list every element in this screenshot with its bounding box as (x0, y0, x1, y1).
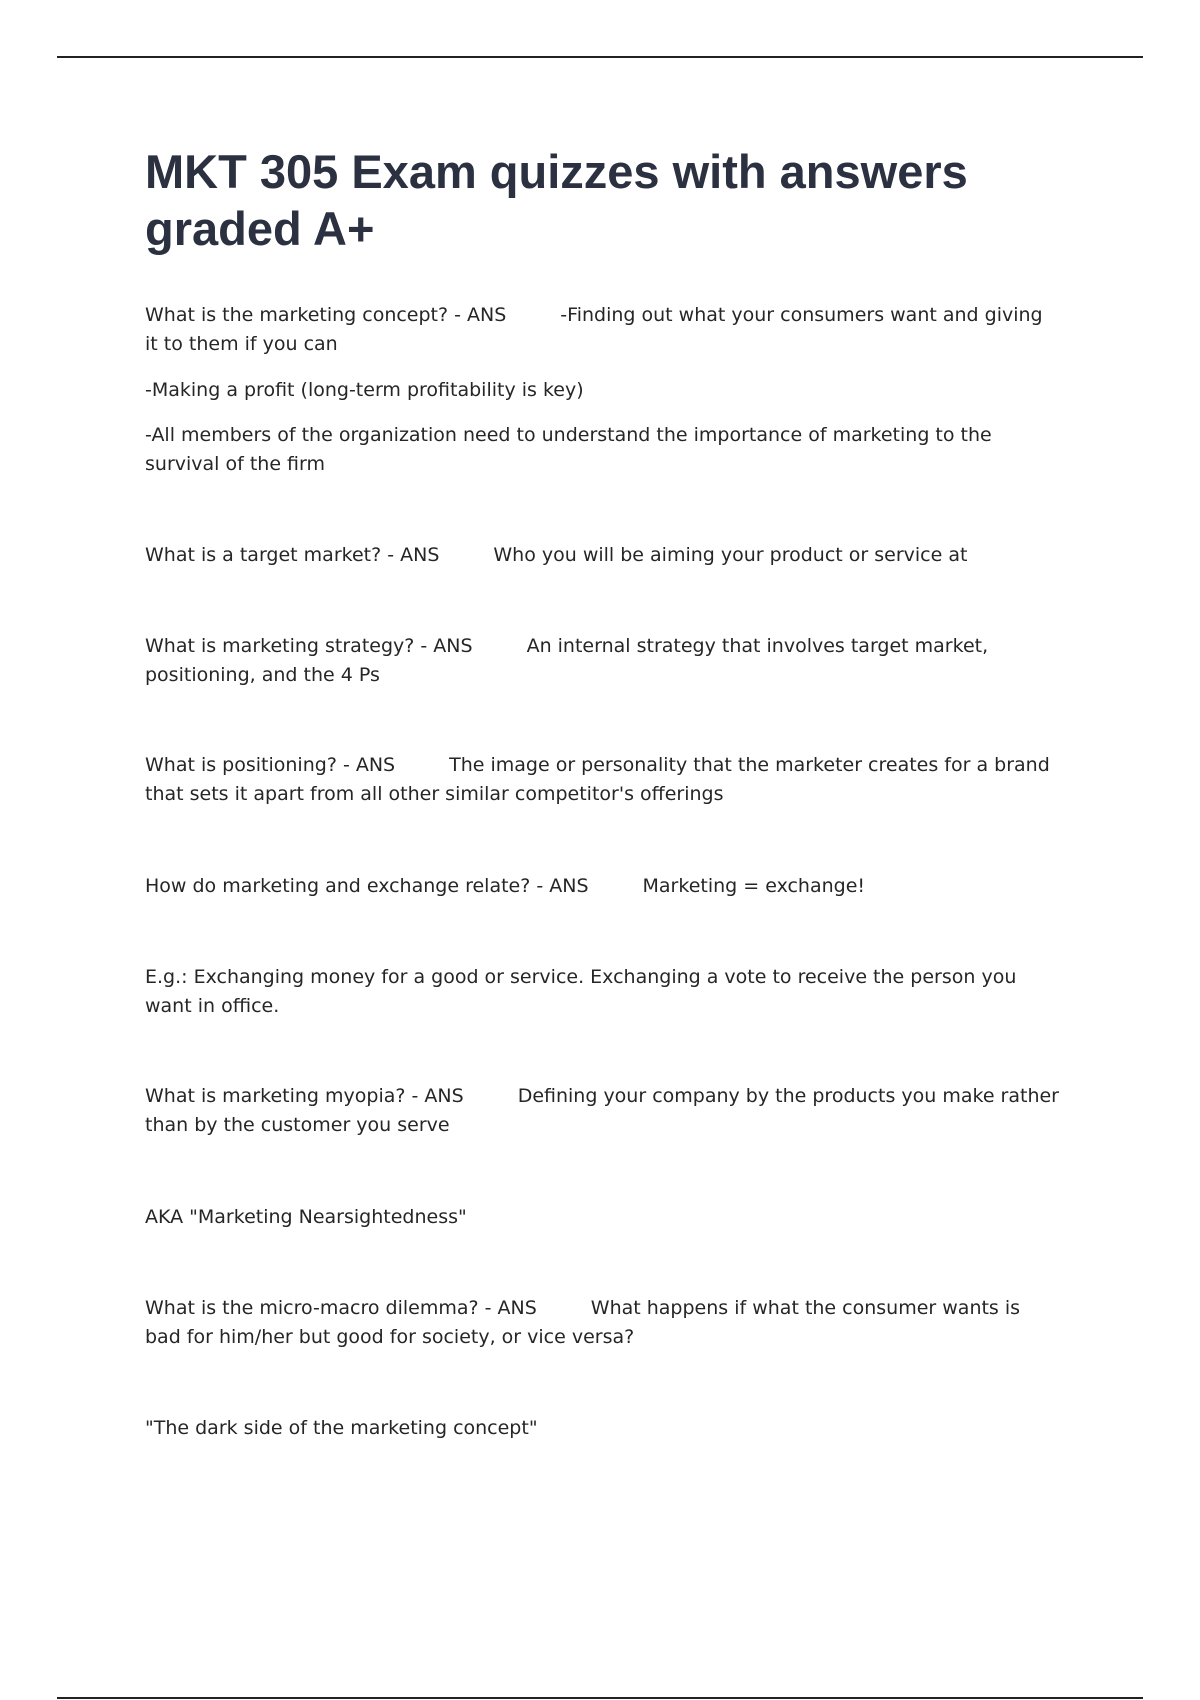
question: What is a target market? - ANS (145, 544, 440, 566)
qa-item-marketing-concept (145, 301, 1060, 359)
question: What is marketing strategy? - ANS (145, 635, 473, 657)
qa-item-positioning (145, 751, 1060, 809)
note-all-members: -All members of the organization need to understand the importance of marketing to the survival of the firm (145, 424, 992, 475)
answer: Defining your company by the products you make rather than by the customer you serve (145, 1085, 1059, 1136)
bottom-divider (57, 1697, 1143, 1699)
answer: Who you will be aiming your product or service at (493, 544, 968, 566)
note-dark-side: "The dark side of the marketing concept" (145, 1417, 538, 1439)
answer: An internal strategy that involves target market, positioning, and the 4 Ps (145, 635, 989, 686)
qa-item-marketing-exchange (145, 872, 1060, 901)
qa-item-marketing-myopia (145, 1082, 1060, 1140)
answer: What happens if what the consumer wants is bad for him/her but good for society, or vice versa? (145, 1297, 1021, 1348)
question: How do marketing and exchange relate? - ANS (145, 875, 589, 897)
question: What is marketing myopia? - ANS (145, 1085, 464, 1107)
question: What is the marketing concept? - ANS (145, 304, 507, 326)
answer: Marketing = exchange! (642, 875, 866, 897)
qa-item-marketing-strategy (145, 632, 1060, 690)
question: What is positioning? - ANS (145, 754, 396, 776)
note-making-profit: -Making a profit (long-term profitability is key) (145, 379, 584, 401)
answer: -Finding out what your consumers want and giving it to them if you can (145, 304, 1043, 355)
top-divider (57, 56, 1143, 58)
answer: The image or personality that the marketer creates for a brand that sets it apart from all other similar competitor's offerings (145, 754, 1050, 805)
question: What is the micro-macro dilemma? - ANS (145, 1297, 537, 1319)
note-exchange-example: E.g.: Exchanging money for a good or service. Exchanging a vote to receive the person you want in office. (145, 966, 1017, 1017)
document-title: MKT 305 Exam quizzes with answers graded A+ (145, 145, 968, 255)
qa-item-target-market (145, 541, 1060, 570)
note-aka-nearsightedness: AKA "Marketing Nearsightedness" (145, 1206, 467, 1228)
qa-item-micro-macro-dilemma (145, 1294, 1060, 1352)
